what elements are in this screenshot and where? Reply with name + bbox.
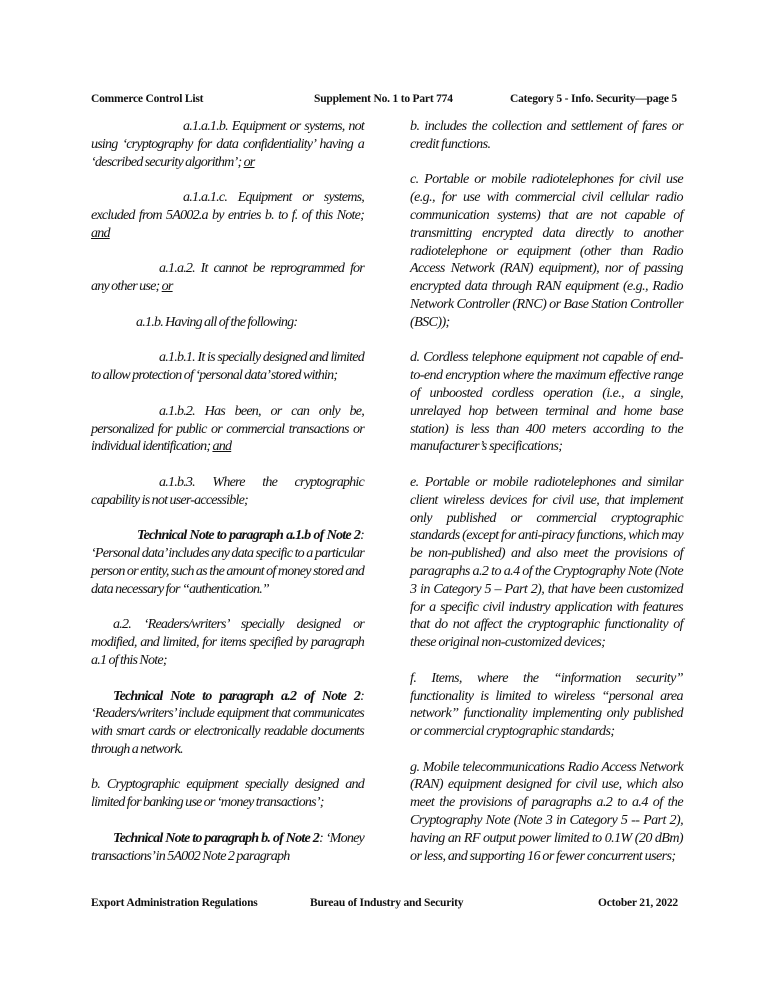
paragraph-a2: a.2. ‘Readers/writers’ specially designed or modified, and limited, for items specified by paragraph a.1 of this Note; (91, 616, 364, 668)
technical-note-b: Technical Note to paragraph b. of Note 2: ‘Money transactions’ in 5A002 Note 2 paragraph (91, 829, 364, 864)
technical-note-a1b: Technical Note to paragraph a.1.b of Note 2: ‘Personal data’ includes any data specific to a particular person or entity, such as the amount of money stored and data necessary for “authentication.” (91, 527, 364, 597)
footer-center: Bureau of Industry and Security (310, 897, 464, 909)
paragraph-b: b. Cryptographic equipment specially designed and limited for banking use or ‘money transactions’; (91, 776, 364, 811)
paragraph-d: d. Cordless telephone equipment not capable of end-to-end encryption where the maximum effective range of unboosted cordless operation (i.e., a single, unrelayed hop between terminal and home base station) is less than 400 meters according to the manufacturer’s specifications; (410, 349, 683, 455)
footer-left: Export Administration Regulations (91, 897, 258, 909)
paragraph-e: e. Portable or mobile radiotelephones and similar client wireless devices for civil use, that implement only published or commercial cryptographic standards (except for anti-piracy functions, which may be non-published) and also meet the provisions of paragraphs a.2 to a.4 of the Cryptography Note (Note 3 in Category 5 – Part 2), that have been customized for a specific civil industry application with features that do not affect the cryptographic functionality of these original non-customized devices; (410, 473, 683, 651)
technical-note-a2: Technical Note to paragraph a.2 of Note 2: ‘Readers/writers’ include equipment that communicates with smart cards or electronically readable documents through a network. (91, 687, 364, 757)
paragraph-c: c. Portable or mobile radiotelephones for civil use (e.g., for use with commercial civil cellular radio communication systems) that are not capable of transmitting encrypted data directly to another radiotelephone or equipment (other than Radio Access Network (RAN) equipment), nor of passing encrypted data through RAN equipment (e.g., Radio Network Controller (RNC) or Base Station Controller (BSC)); (410, 171, 683, 330)
technical-note-heading: Technical Note to paragraph b. of Note 2 (113, 829, 320, 846)
paragraph-b-continued: b. includes the collection and settlement of fares or credit functions. (410, 118, 683, 152)
conjunction-or: or (243, 153, 255, 170)
paragraph-a1b3: a.1.b.3. Where the cryptographic capability is not user-accessible; (91, 473, 364, 508)
conjunction-and: and (212, 438, 232, 455)
header-left: Commerce Control List (91, 93, 204, 105)
paragraph-a1a2: a.1.a.2. It cannot be reprogrammed for any other use; or (91, 260, 364, 295)
right-column (410, 118, 683, 883)
header-right: Category 5 - Info. Security—page 5 (510, 93, 677, 105)
paragraph-a1a1c: a.1.a.1.c. Equipment or systems, excluded from 5A002.a by entries b. to f. of this Note; and (91, 189, 364, 241)
left-column (91, 118, 364, 883)
technical-note-heading: Technical Note to paragraph a.1.b of Note 2 (137, 527, 361, 544)
header-center: Supplement No. 1 to Part 774 (314, 93, 453, 105)
footer-right: October 21, 2022 (598, 897, 678, 909)
paragraph-g: g. Mobile telecommunications Radio Access Network (RAN) equipment designed for civil use, which also meet the provisions of paragraphs a.2 to a.4 of the Cryptography Note (Note 3 in Category 5 -- Part 2), having an RF output power limited to 0.1W (20 dBm) or less, and supporting 16 or fewer concurrent users; (410, 758, 683, 864)
paragraph-f: f. Items, where the “information security” functionality is limited to wireless “personal area network” functionality implementing only published or commercial cryptographic standards; (410, 669, 683, 740)
conjunction-and: and (91, 224, 110, 241)
paragraph-a1b1: a.1.b.1. It is specially designed and limited to allow protection of ‘personal data’ stored within; (91, 349, 364, 384)
paragraph-a1a1b: a.1.a.1.b. Equipment or systems, not using ‘cryptography for data confidentiality’ having a ‘described security algorithm’; or (91, 118, 364, 170)
paragraph-a1b2: a.1.b.2. Has been, or can only be, personalized for public or commercial transactions or individual identification; and (91, 402, 364, 455)
paragraph-a1b: a.1.b. Having all of the following: (136, 313, 298, 330)
technical-note-heading: Technical Note to paragraph a.2 of Note 2 (113, 687, 361, 704)
conjunction-or: or (161, 278, 173, 295)
